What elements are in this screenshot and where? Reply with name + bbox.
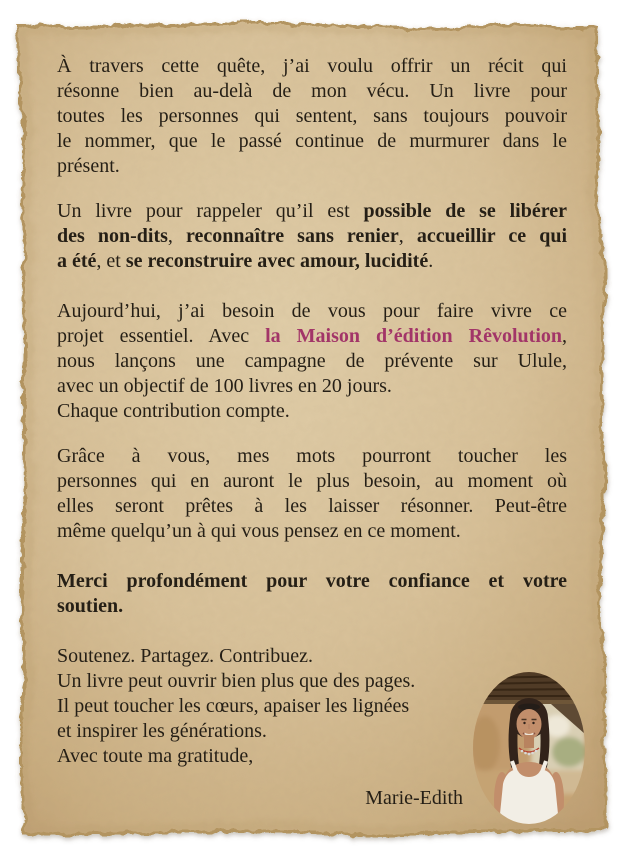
text-line: Aujourd’hui, j’ai besoin de vous pour faire vivre ce xyxy=(57,300,567,322)
text-segment: Un livre pour rappeler qu’il est xyxy=(57,200,364,222)
text-segment: . xyxy=(428,250,434,272)
text-line xyxy=(57,249,567,274)
author-photo xyxy=(473,672,585,824)
text-segment: a été xyxy=(57,250,97,272)
signature: Marie-Edith xyxy=(365,787,463,809)
text-line: nous lançons une campagne de prévente sur Ulule, xyxy=(57,350,567,372)
text-line: Grâce à vous, mes mots pourront toucher les xyxy=(57,445,567,467)
text-segment: , et xyxy=(96,250,126,272)
paragraph-thanks xyxy=(57,569,567,619)
text-segment: projet essentiel. Avec xyxy=(57,325,266,347)
text-line: Un livre peut ouvrir bien plus que des pages. xyxy=(57,670,416,692)
paragraph xyxy=(57,299,567,424)
text-line: toutes les personnes qui sentent, sans toujours pouvoir xyxy=(57,105,567,127)
text-segment: des non-dits xyxy=(57,225,168,247)
white-top xyxy=(499,770,559,824)
text-line: même quelqu’un à qui vous pensez en ce moment. xyxy=(57,520,461,542)
paragraph xyxy=(57,199,567,274)
text-line: soutien. xyxy=(57,595,124,617)
text-line: Chaque contribution compte. xyxy=(57,400,290,422)
text-line xyxy=(57,199,567,224)
text-line: elles seront prêtes à les laisser résonner. Peut-être xyxy=(57,495,567,517)
text-line: Merci profondément pour votre confiance et votre xyxy=(57,570,567,592)
text-line: avec un objectif de 100 livres en 20 jours. xyxy=(57,375,392,397)
text-line: Avec toute ma gratitude, xyxy=(57,745,254,767)
text-line: présent. xyxy=(57,155,120,177)
text-line: Il peut toucher les cœurs, apaiser les lignées xyxy=(57,695,410,717)
paragraph xyxy=(57,54,567,179)
text-line: personnes qui en auront le plus besoin, au moment où xyxy=(57,470,567,492)
text-line: À travers cette quête, j’ai voulu offrir un récit qui xyxy=(57,55,567,77)
text-line: et inspirer les générations. xyxy=(57,720,267,742)
text-segment: possible de se libérer xyxy=(363,200,567,222)
text-line: résonne bien au-delà de mon vécu. Un livre pour xyxy=(57,80,567,102)
paragraph xyxy=(57,444,567,544)
text-segment: accueillir ce qui xyxy=(416,225,568,247)
text-line xyxy=(57,224,567,249)
text-line: Soutenez. Partagez. Contribuez. xyxy=(57,645,314,667)
text-segment: , xyxy=(167,225,186,247)
text-segment: reconnaître sans renier xyxy=(185,225,399,247)
text-segment: , xyxy=(398,225,417,247)
publisher-link[interactable]: la Maison d’édition Rêvolution xyxy=(265,325,562,347)
text-line xyxy=(57,324,567,349)
text-line: le nommer, que le passé continue de murmurer dans le xyxy=(57,130,567,152)
text-segment: se reconstruire avec amour, lucidité xyxy=(125,250,429,272)
text-segment: , xyxy=(562,325,567,347)
